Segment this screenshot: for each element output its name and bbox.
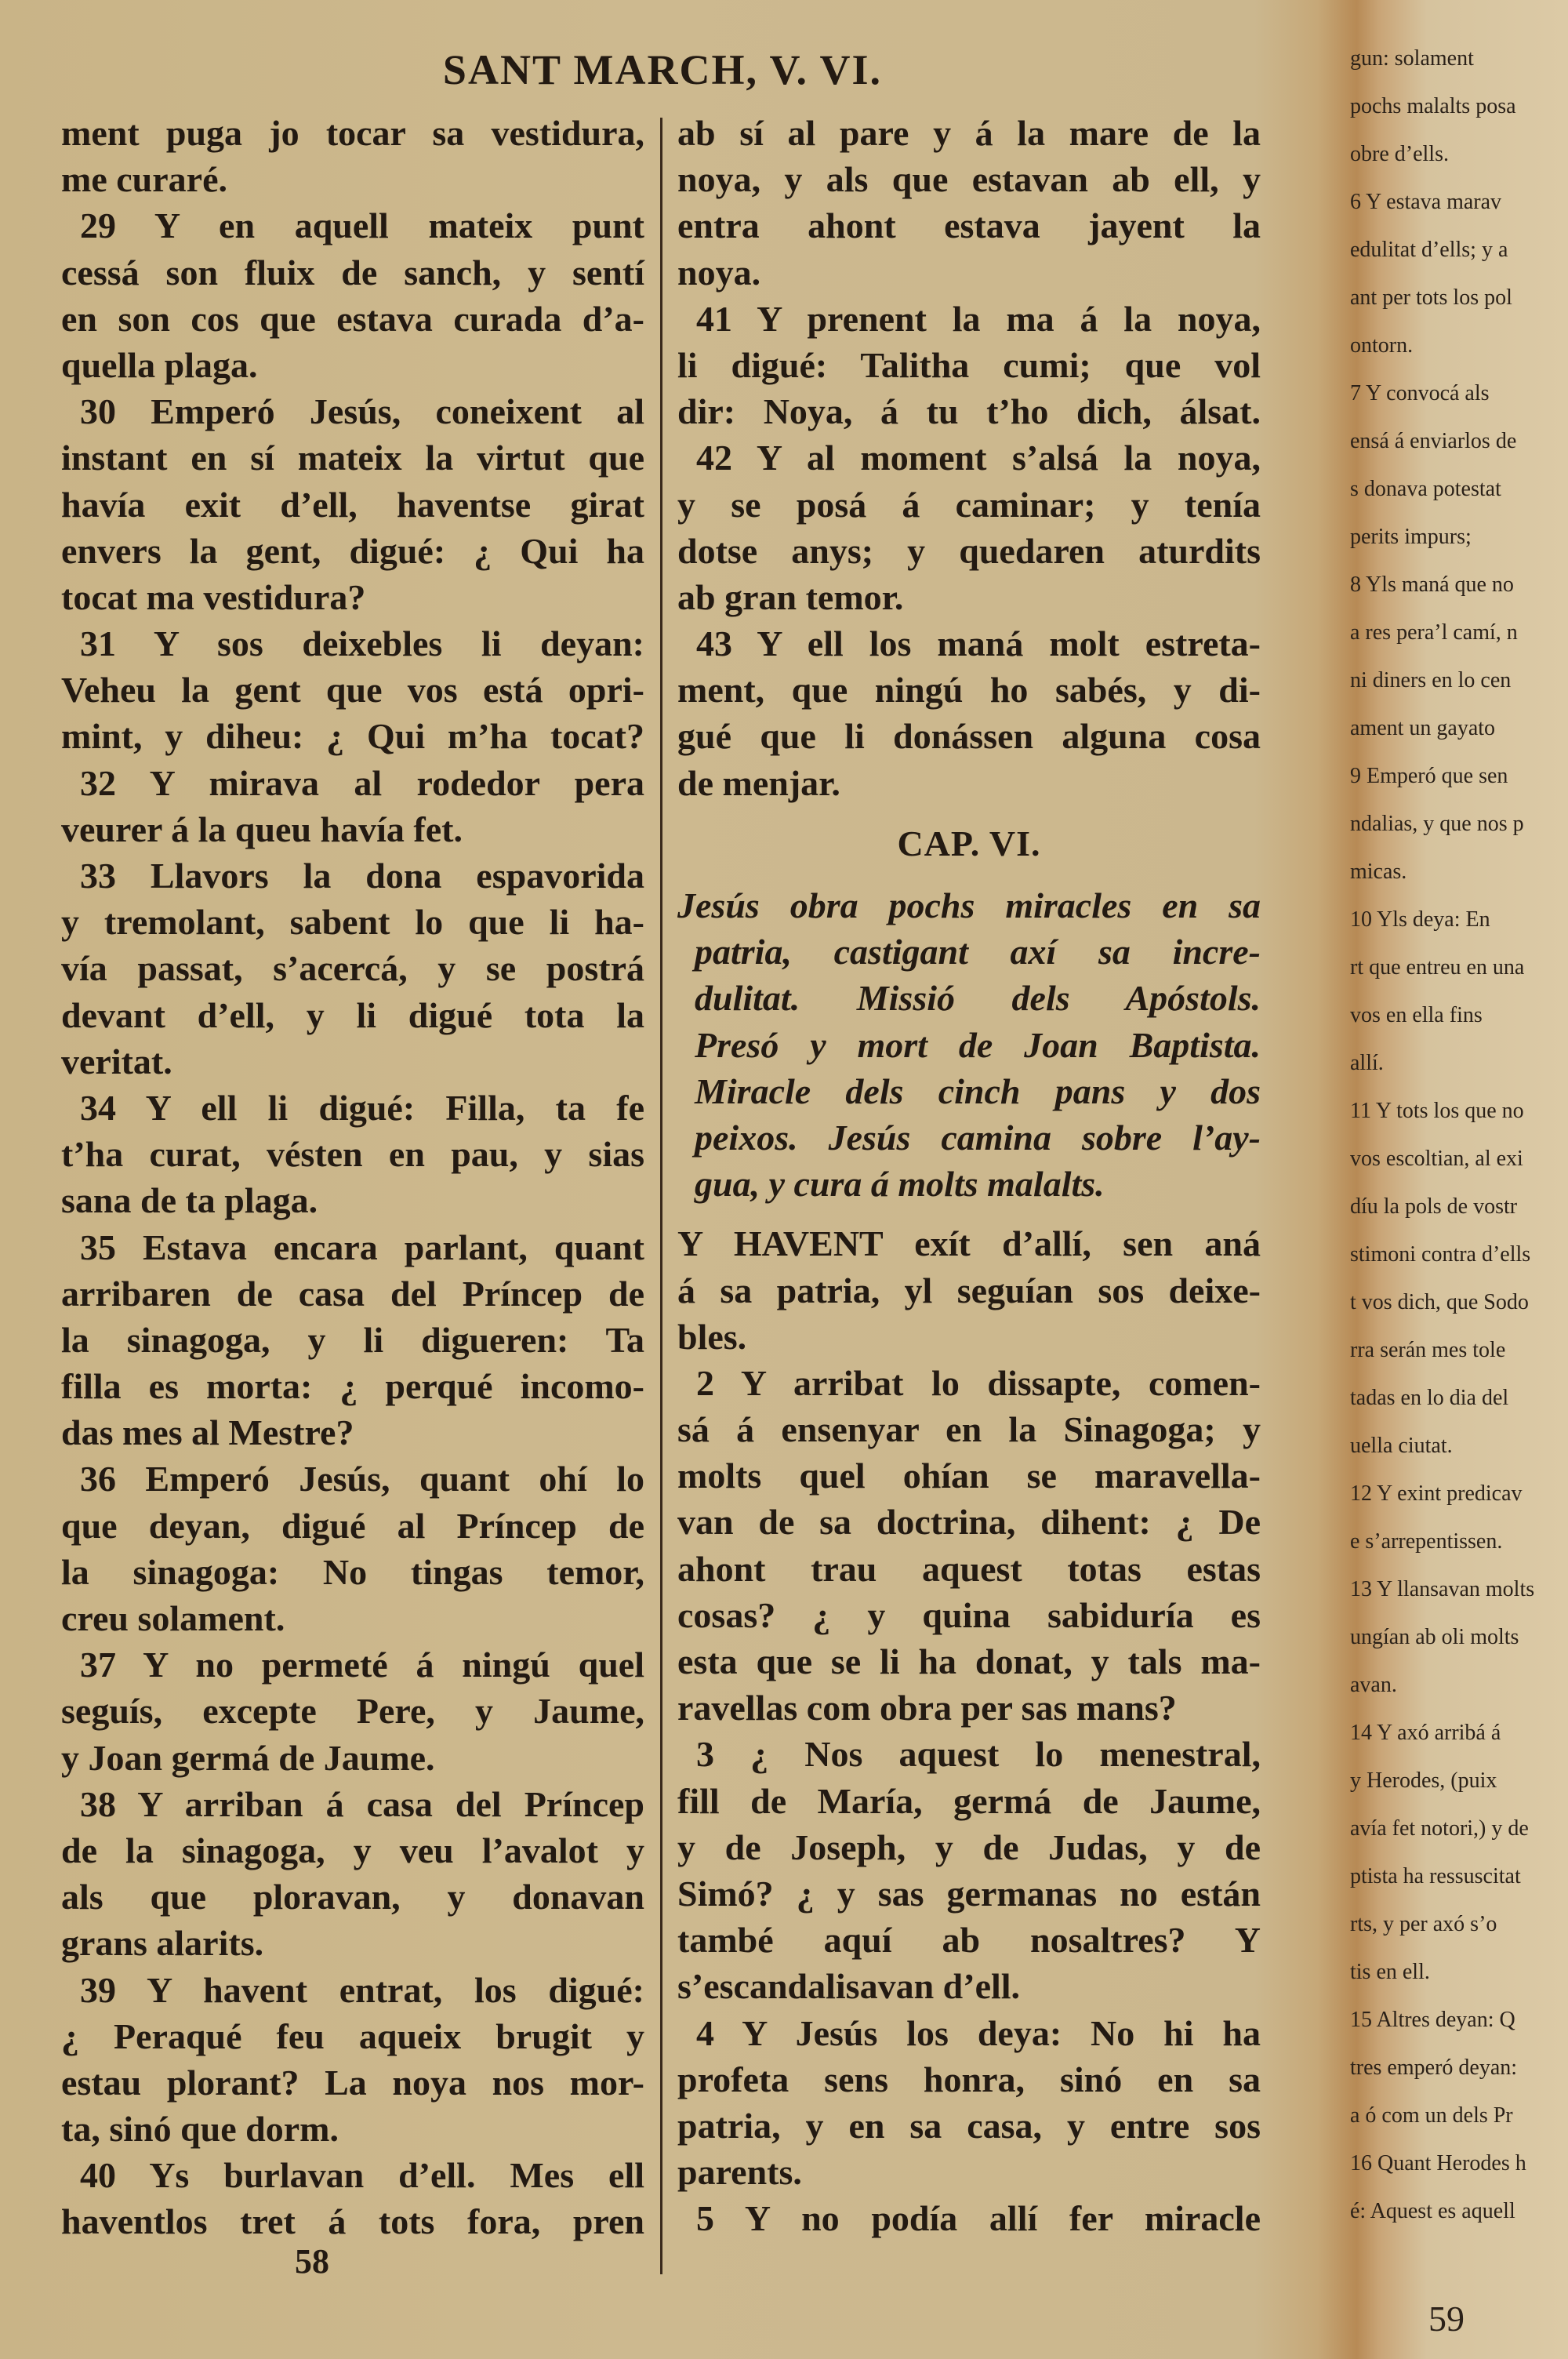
- facing-page-line: díu la pols de vostr: [1350, 1194, 1518, 1219]
- facing-page-line: ptista ha ressuscitat: [1350, 1864, 1521, 1888]
- facing-page-line: 13 Y llansavan molts: [1350, 1577, 1535, 1601]
- text-line: que deyan, digué al Príncep de: [61, 1505, 644, 1546]
- text-line: quella plaga.: [61, 344, 258, 385]
- text-line: ahont trau aquest totas estas: [677, 1548, 1261, 1589]
- text-line: 35 Estava encara parlant, quant: [80, 1227, 644, 1267]
- text-line: veritat.: [61, 1041, 172, 1081]
- facing-page-line: t vos dich, que Sodo: [1350, 1290, 1529, 1314]
- facing-page-line: gun: solament: [1350, 46, 1474, 71]
- text-line: patria, y en sa casa, y entre sos: [677, 2105, 1261, 2146]
- text-line: ment puga jo tocar sa vestidura,: [61, 113, 644, 153]
- facing-page-line: ament un gayato: [1350, 716, 1496, 740]
- facing-page-line: e s’arrepentissen.: [1350, 1529, 1503, 1554]
- text-line: y de Joseph, y de Judas, y de: [677, 1826, 1261, 1867]
- facing-page-line: rts, y per axó s’o: [1350, 1912, 1497, 1936]
- facing-page-line: 7 Y convocá als: [1350, 381, 1490, 405]
- page-number-right: 59: [1428, 2299, 1465, 2339]
- text-line: ta, sinó que dorm.: [61, 2109, 339, 2150]
- text-line: ab sí al pare y á la mare de la: [677, 113, 1261, 153]
- text-line: dulitat. Missió dels Apóstols.: [695, 978, 1261, 1019]
- text-line: tocat ma vestidura?: [61, 576, 366, 617]
- text-line: grans alarits.: [61, 1923, 264, 1964]
- facing-page-line: micas.: [1350, 860, 1407, 884]
- text-line: dotse anys; y quedaren aturdits: [677, 530, 1261, 571]
- text-line: gua, y cura á molts malalts.: [695, 1164, 1105, 1205]
- facing-page-line: allí.: [1350, 1051, 1384, 1075]
- text-line: envers la gent, digué: ¿ Qui ha: [61, 530, 644, 571]
- text-line: 32 Y mirava al rodedor pera: [80, 762, 644, 803]
- facing-page-line: ni diners en lo cen: [1350, 668, 1512, 692]
- text-line: 31 Y sos deixebles li deyan:: [80, 623, 644, 664]
- text-line: de la sinagoga, y veu l’avalot y: [61, 1830, 644, 1870]
- text-line: ¿ Peraqué feu aqueix brugit y: [61, 2016, 644, 2056]
- text-line: instant en sí mateix la virtut que: [61, 438, 644, 478]
- text-line: 43 Y ell los maná molt estreta-: [696, 623, 1261, 664]
- text-line: 37 Y no permeté á ningú quel: [80, 1645, 644, 1685]
- text-line: cosas? ¿ y quina sabiduría es: [677, 1594, 1261, 1635]
- text-line: entra ahont estava jayent la: [677, 205, 1261, 246]
- text-line: seguís, excepte Pere, y Jaume,: [61, 1691, 644, 1732]
- facing-page-line: 8 Yls maná que no: [1350, 572, 1514, 597]
- text-line: s’escandalisavan d’ell.: [677, 1966, 1021, 2007]
- text-line: vía passat, s’acercá, y se postrá: [61, 948, 644, 989]
- text-line: Y HAVENT exít d’allí, sen aná: [677, 1223, 1261, 1264]
- text-line: molts quel ohían se maravella-: [677, 1456, 1261, 1496]
- facing-page-line: vos en ella fins: [1350, 1003, 1483, 1027]
- facing-page-line: a res pera’l camí, n: [1350, 620, 1518, 645]
- text-line: noya, y als que estavan ab ell, y: [677, 159, 1261, 200]
- text-line: patria, castigant axí sa incre-: [695, 932, 1261, 972]
- facing-page-line: 14 Y axó arribá á: [1350, 1721, 1501, 1745]
- facing-page-line: é: Aquest es aquell: [1350, 2199, 1515, 2223]
- text-line: 41 Y prenent la ma á la noya,: [696, 298, 1261, 339]
- text-line: la sinagoga, y li digueren: Ta: [61, 1319, 644, 1360]
- text-line: 38 Y arriban á casa del Príncep: [80, 1783, 644, 1824]
- text-line: 5 Y no podía allí fer miracle: [696, 2198, 1261, 2239]
- facing-page-line: rt que entreu en una: [1350, 955, 1525, 980]
- text-line: á sa patria, yl seguían sos deixe-: [677, 1270, 1261, 1310]
- facing-page-line: a ó com un dels Pr: [1350, 2103, 1513, 2128]
- text-line: parents.: [677, 2152, 802, 2193]
- facing-page-line: ant per tots los pol: [1350, 285, 1512, 310]
- facing-page-line: 10 Yls deya: En: [1350, 907, 1490, 932]
- text-line: 29 Y en aquell mateix punt: [80, 205, 644, 246]
- text-line: noya.: [677, 252, 761, 293]
- facing-page-line: 15 Altres deyan: Q: [1350, 2008, 1515, 2032]
- facing-page-line: ndalias, y que nos p: [1350, 812, 1524, 836]
- running-header: SANT MARCH, V. VI.: [442, 46, 883, 93]
- text-line: mint, y diheu: ¿ Qui m’ha tocat?: [61, 716, 644, 757]
- text-line: creu solament.: [61, 1598, 285, 1638]
- text-line: Jesús obra pochs miracles en sa: [677, 885, 1261, 925]
- text-line: Simó? ¿ y sas germanas no están: [677, 1873, 1261, 1914]
- text-line: li digué: Talitha cumi; que vol: [677, 344, 1261, 385]
- facing-page-line: perits impurs;: [1350, 525, 1472, 549]
- text-line: en son cos que estava curada d’a-: [61, 298, 644, 339]
- text-line: y tremolant, sabent lo que li ha-: [61, 902, 644, 943]
- page-number-left: 58: [295, 2242, 329, 2281]
- text-line: profeta sens honra, sinó en sa: [677, 2059, 1261, 2099]
- text-line: fill de María, germá de Jaume,: [677, 1780, 1261, 1821]
- text-line: ab gran temor.: [677, 576, 904, 617]
- text-line: me curaré.: [61, 159, 227, 200]
- facing-page-line: tadas en lo dia del: [1350, 1386, 1509, 1410]
- text-line: haventlos tret á tots fora, pren: [61, 2201, 644, 2242]
- text-line: la sinagoga: No tingas temor,: [61, 1551, 644, 1592]
- text-line: 42 Y al moment s’alsá la noya,: [696, 438, 1261, 478]
- text-line: havía exit d’ell, haventse girat: [61, 484, 644, 525]
- text-line: esta que se li ha donat, y tals ma-: [677, 1641, 1261, 1681]
- text-line: y se posá á caminar; y tenía: [677, 484, 1261, 525]
- text-line: gué que li donássen alguna cosa: [677, 716, 1261, 757]
- facing-page-line: obre d’ells.: [1350, 142, 1449, 166]
- text-line: als que ploravan, y donavan: [61, 1877, 644, 1917]
- facing-page-line: pochs malalts posa: [1350, 94, 1516, 118]
- text-line: ment, que ningú ho sabés, y di-: [677, 670, 1261, 711]
- text-line: 39 Y havent entrat, los digué:: [80, 1969, 644, 2010]
- facing-page-line: avía fet notori,) y de: [1350, 1816, 1529, 1841]
- text-line: 4 Y Jesús los deya: No hi ha: [696, 2012, 1261, 2053]
- text-line: bles.: [677, 1316, 747, 1357]
- text-line: ravellas com obra per sas mans?: [677, 1688, 1177, 1728]
- facing-page-line: ontorn.: [1350, 333, 1414, 358]
- facing-page-line: 9 Emperó que sen: [1350, 764, 1508, 788]
- text-line: veurer á la queu havía fet.: [61, 809, 463, 849]
- facing-page-line: vos escoltian, al exi: [1350, 1147, 1523, 1171]
- text-line: dir: Noya, á tu t’ho dich, álsat.: [677, 391, 1261, 432]
- facing-page-line: 11 Y tots los que no: [1350, 1099, 1524, 1123]
- text-line: 40 Ys burlavan d’ell. Mes ell: [80, 2155, 644, 2196]
- text-line: Miracle dels cinch pans y dos: [695, 1070, 1261, 1111]
- text-line: filla es morta: ¿ perqué incomo-: [61, 1366, 644, 1407]
- text-line: 33 Llavors la dona espavorida: [80, 856, 644, 896]
- text-line: 34 Y ell li digué: Filla, ta fe: [80, 1087, 644, 1128]
- facing-page-line: stimoni contra d’ells: [1350, 1242, 1531, 1267]
- facing-page: [1350, 47, 1558, 2248]
- chapter-summary: [677, 882, 1261, 1207]
- text-line: sana de ta plaga.: [61, 1180, 318, 1221]
- text-line: arribaren de casa del Príncep de: [61, 1273, 644, 1314]
- text-line: van de sa doctrina, dihent: ¿ De: [677, 1502, 1261, 1543]
- text-line: 3 ¿ Nos aquest lo menestral,: [696, 1734, 1261, 1775]
- text-line: t’ha curat, vésten en pau, y sias: [61, 1134, 644, 1175]
- text-line: peixos. Jesús camina sobre l’ay-: [695, 1117, 1261, 1158]
- facing-page-line: tres emperó deyan:: [1350, 2055, 1518, 2080]
- column-divider: [660, 118, 662, 2274]
- right-column: [677, 110, 1261, 2241]
- text-line: 36 Emperó Jesús, quant ohí lo: [80, 1459, 644, 1499]
- text-line: Veheu la gent que vos está opri-: [61, 670, 644, 711]
- facing-page-line: 12 Y exint predicav: [1350, 1481, 1523, 1506]
- text-line: devant d’ell, y li digué tota la: [61, 994, 644, 1035]
- text-line: y Joan germá de Jaume.: [61, 1737, 435, 1778]
- facing-page-line: ungían ab oli molts: [1350, 1625, 1519, 1649]
- text-line: sá á ensenyar en la Sinagoga; y: [677, 1409, 1261, 1450]
- facing-page-line: 6 Y estava marav: [1350, 190, 1502, 214]
- facing-page-line: s donava potestat: [1350, 477, 1501, 501]
- chapter-heading: CAP. VI.: [897, 823, 1041, 863]
- facing-page-line: ensá á enviarlos de: [1350, 429, 1517, 453]
- text-line: Presó y mort de Joan Baptista.: [695, 1024, 1261, 1065]
- facing-page-line: rra serán mes tole: [1350, 1338, 1506, 1362]
- text-line: també aquí ab nosaltres? Y: [677, 1920, 1261, 1961]
- facing-page-line: 16 Quant Herodes h: [1350, 2151, 1526, 2175]
- text-line: das mes al Mestre?: [61, 1412, 354, 1453]
- text-line: 30 Emperó Jesús, coneixent al: [80, 391, 644, 432]
- facing-page-line: y Herodes, (puix: [1350, 1768, 1497, 1793]
- facing-page-line: avan.: [1350, 1673, 1397, 1697]
- text-line: de menjar.: [677, 762, 840, 803]
- text-line: cessá son fluix de sanch, y sentí: [61, 252, 644, 293]
- text-line: 2 Y arribat lo dissapte, comen-: [696, 1362, 1261, 1403]
- left-column: [61, 110, 644, 2245]
- facing-page-line: tis en ell.: [1350, 1960, 1430, 1984]
- facing-page-line: uella ciutat.: [1350, 1434, 1453, 1458]
- facing-page-line: edulitat d’ells; y a: [1350, 238, 1508, 262]
- text-line: estau plorant? La noya nos mor-: [61, 2062, 644, 2103]
